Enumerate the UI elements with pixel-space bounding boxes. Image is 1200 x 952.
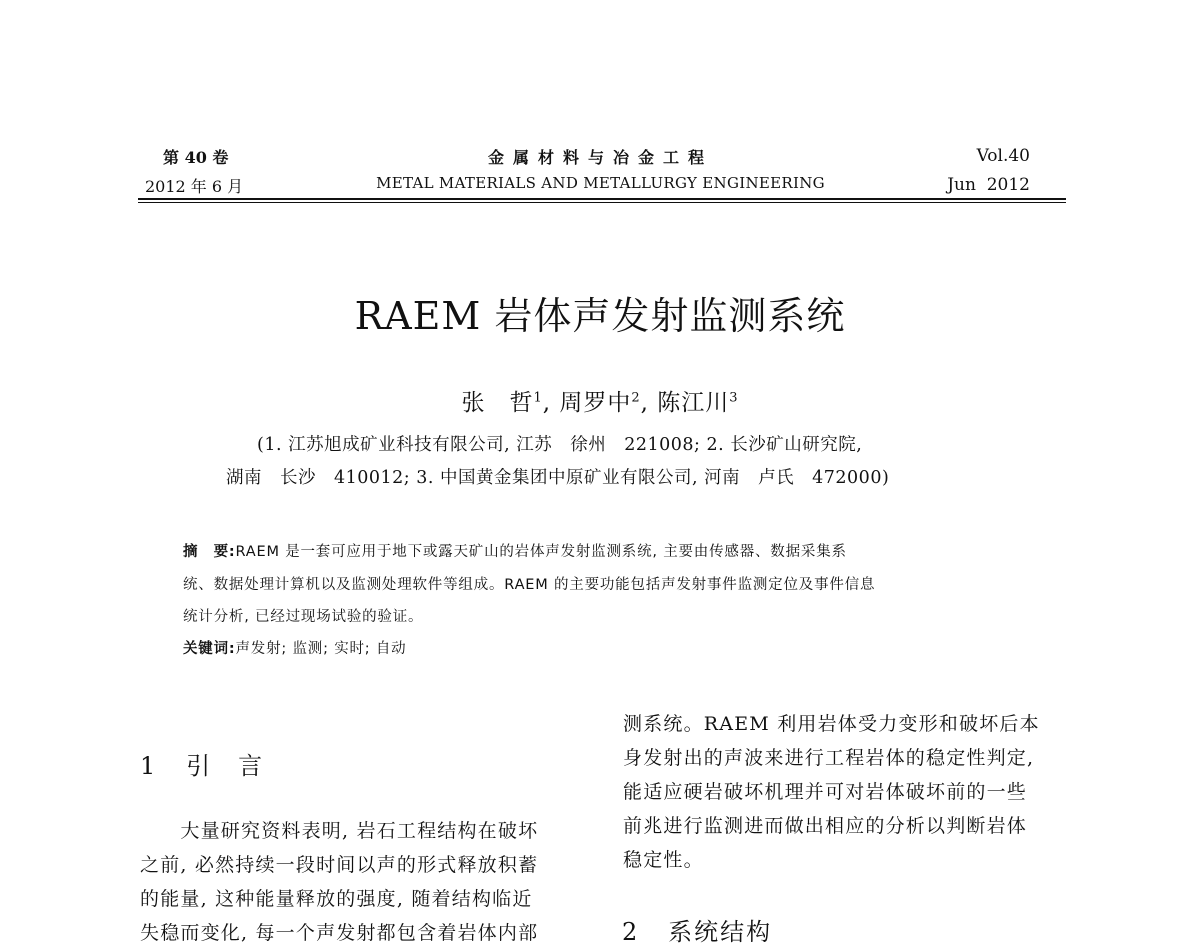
body-line: 失稳而变化, 每一个声发射都包含着岩体内部 [140,922,539,944]
body-line: 大量研究资料表明, 岩石工程结构在破坏 [140,820,539,842]
abstract-text: RAEM 是一套可应用于地下或露天矿山的岩体声发射监测系统, 主要由传感器、数据采集系 [235,544,847,560]
abstract-line: 统计分析, 已经过现场试验的验证。 [183,609,424,625]
volume-cn: 第 40 卷 [163,148,229,167]
body-line: 能适应硬岩破坏机理并可对岩体破坏前的一些 [623,781,1028,803]
author-name: 张 哲 [461,390,534,416]
abstract-line: 统、数据处理计算机以及监测处理软件等组成。RAEM 的主要功能包括声发射事件监测定位及事件信息 [183,577,876,593]
body-line: 测系统。RAEM 利用岩体受力变形和破坏后本 [623,713,1040,735]
section-heading [622,912,772,947]
date-en: Jun 2012 [947,175,1030,195]
abstract-line [183,540,847,561]
abstract-label: 摘 要: [183,544,236,560]
header-rule-thick [138,198,1066,200]
paper-title: RAEM 岩体声发射监测系统 [354,294,846,338]
affiliation-line: 湖南 长沙 410012; 3. 中国黄金集团中原矿业有限公司, 河南 卢氏 472000) [226,468,890,488]
header-rule-thin [138,202,1066,203]
author-list [0,384,1200,417]
keywords-line [183,637,406,658]
journal-name-cn: 金属材料与冶金工程 [487,148,713,167]
body-line: 稳定性。 [623,849,704,871]
affiliation-line: (1. 江苏旭成矿业科技有限公司, 江苏 徐州 221008; 2. 长沙矿山研究院, [257,435,863,455]
journal-name-en: METAL MATERIALS AND METALLURGY ENGINEERING [376,174,825,192]
keywords-text: 声发射; 监测; 实时; 自动 [235,641,407,657]
author-affil-mark: 2 [631,390,641,406]
author-affil-mark: 1 [533,390,543,406]
date-cn: 2012 年 6 月 [145,177,244,196]
author-affil-mark: 3 [729,390,739,406]
author-separator: , [542,390,560,416]
section-number: 2 [622,918,640,946]
section-heading [140,746,264,781]
volume-en: Vol.40 [976,146,1030,166]
author-separator: , [640,390,658,416]
section-number: 1 [140,752,158,780]
body-line: 的能量, 这种能量释放的强度, 随着结构临近 [140,888,533,910]
keywords-label: 关键词: [183,641,236,657]
author-name: 陈江川 [657,390,730,416]
body-line: 前兆进行监测进而做出相应的分析以判断岩体 [623,815,1028,837]
section-title: 引 言 [186,752,265,780]
section-title: 系统结构 [668,918,773,946]
body-line: 身发射出的声波来进行工程岩体的稳定性判定, [623,747,1035,769]
body-line: 之前, 必然持续一段时间以声的形式释放积蓄 [140,854,539,876]
author-name: 周罗中 [559,390,632,416]
